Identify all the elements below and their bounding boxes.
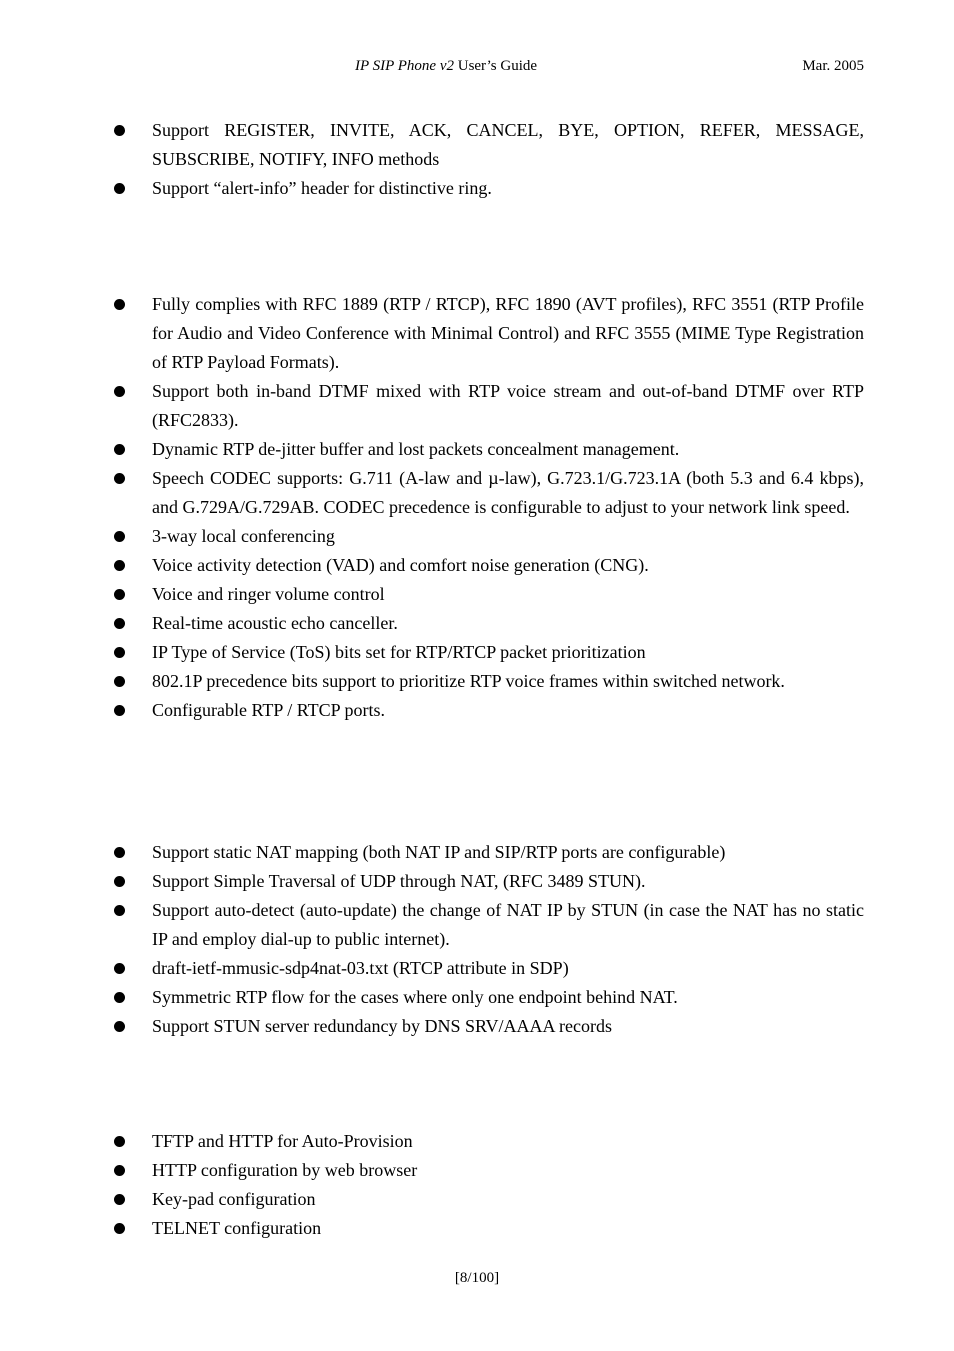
list-item [112, 580, 864, 609]
bullet-icon [114, 473, 125, 484]
bullet-icon [114, 531, 125, 542]
nat-features-list [112, 838, 864, 1041]
bullet-icon [114, 992, 125, 1003]
bullet-icon [114, 963, 125, 974]
list-item-text: 802.1P precedence bits support to prioritize RTP voice frames within switched network. [152, 671, 785, 691]
list-item [112, 1156, 864, 1185]
document-title-rest: User’s Guide [453, 58, 538, 74]
bullet-icon [114, 386, 125, 397]
list-item [112, 696, 864, 725]
bullet-icon [114, 299, 125, 310]
sip-features-list [112, 116, 864, 203]
list-item [112, 1127, 864, 1156]
list-item-text: Support “alert-info” header for distinctive ring. [152, 178, 492, 198]
list-item [112, 116, 864, 174]
list-item [112, 522, 864, 551]
bullet-icon [114, 876, 125, 887]
list-item [112, 290, 864, 377]
bullet-icon [114, 647, 125, 658]
list-item [112, 983, 864, 1012]
list-item-text: Support auto-detect (auto-update) the change of NAT IP by STUN (in case the NAT has no static IP and employ dial-up to public internet). [152, 900, 864, 949]
bullet-icon [114, 905, 125, 916]
bullet-icon [114, 618, 125, 629]
bullet-icon [114, 676, 125, 687]
list-item [112, 609, 864, 638]
list-item-text: Dynamic RTP de-jitter buffer and lost packets concealment management. [152, 439, 680, 459]
list-item [112, 435, 864, 464]
list-item [112, 377, 864, 435]
list-item-text: TELNET configuration [152, 1218, 322, 1238]
bullet-icon [114, 444, 125, 455]
list-item [112, 667, 864, 696]
list-item-text: Speech CODEC supports: G.711 (A-law and µ-law), G.723.1/G.723.1A (both 5.3 and 6.4 kbps), and G.729A/G.729AB. CODEC precedence is configurable to adjust to your network link speed. [152, 468, 864, 517]
list-item-text: Key-pad configuration [152, 1189, 316, 1209]
list-item-text: Support REGISTER, INVITE, ACK, CANCEL, BYE, OPTION, REFER, MESSAGE, SUBSCRIBE, NOTIFY, INFO methods [152, 120, 864, 169]
list-item-text: Symmetric RTP flow for the cases where only one endpoint behind NAT. [152, 987, 678, 1007]
list-item-text: Support both in-band DTMF mixed with RTP voice stream and out-of-band DTMF over RTP (RFC2833). [152, 381, 864, 430]
list-item [112, 838, 864, 867]
list-item [112, 896, 864, 954]
bullet-icon [114, 847, 125, 858]
bullet-icon [114, 1194, 125, 1205]
list-item-text: IP Type of Service (ToS) bits set for RTP/RTCP packet prioritization [152, 642, 646, 662]
document-title-italic: IP SIP Phone v2 [354, 58, 454, 74]
document-title [0, 58, 892, 75]
bullet-icon [114, 125, 125, 136]
list-item-text: Support Simple Traversal of UDP through NAT, (RFC 3489 STUN). [152, 871, 646, 891]
list-item-text: 3-way local conferencing [152, 526, 335, 546]
list-item [112, 464, 864, 522]
list-item-text: TFTP and HTTP for Auto-Provision [152, 1131, 413, 1151]
list-item-text: draft-ietf-mmusic-sdp4nat-03.txt (RTCP attribute in SDP) [152, 958, 569, 978]
list-item [112, 1214, 864, 1243]
list-item-text: Configurable RTP / RTCP ports. [152, 700, 386, 720]
list-item-text: Support static NAT mapping (both NAT IP and SIP/RTP ports are configurable) [152, 842, 726, 862]
page-header [0, 58, 954, 80]
bullet-icon [114, 705, 125, 716]
page-number: [8/100] [454, 1270, 500, 1286]
bullet-icon [114, 560, 125, 571]
rtp-features-list [112, 290, 864, 725]
bullet-icon [114, 1021, 125, 1032]
list-item-text: Support STUN server redundancy by DNS SRV/AAAA records [152, 1016, 613, 1036]
bullet-icon [114, 589, 125, 600]
list-item [112, 1185, 864, 1214]
bullet-icon [114, 1136, 125, 1147]
list-item [112, 551, 864, 580]
configuration-features-list [112, 1127, 864, 1243]
bullet-icon [114, 1165, 125, 1176]
list-item [112, 638, 864, 667]
list-item-text: Voice activity detection (VAD) and comfort noise generation (CNG). [152, 555, 649, 575]
list-item [112, 174, 864, 203]
list-item [112, 867, 864, 896]
list-item-text: Fully complies with RFC 1889 (RTP / RTCP), RFC 1890 (AVT profiles), RFC 3551 (RTP Profile for Audio and Video Conference with Minimal Control) and RFC 3555 (MIME Type Registration of RTP Payload Formats). [152, 294, 864, 372]
document-date: Mar. 2005 [802, 58, 864, 74]
list-item [112, 954, 864, 983]
list-item [112, 1012, 864, 1041]
bullet-icon [114, 183, 125, 194]
list-item-text: Voice and ringer volume control [152, 584, 385, 604]
bullet-icon [114, 1223, 125, 1234]
list-item-text: HTTP configuration by web browser [152, 1160, 418, 1180]
list-item-text: Real-time acoustic echo canceller. [152, 613, 398, 633]
